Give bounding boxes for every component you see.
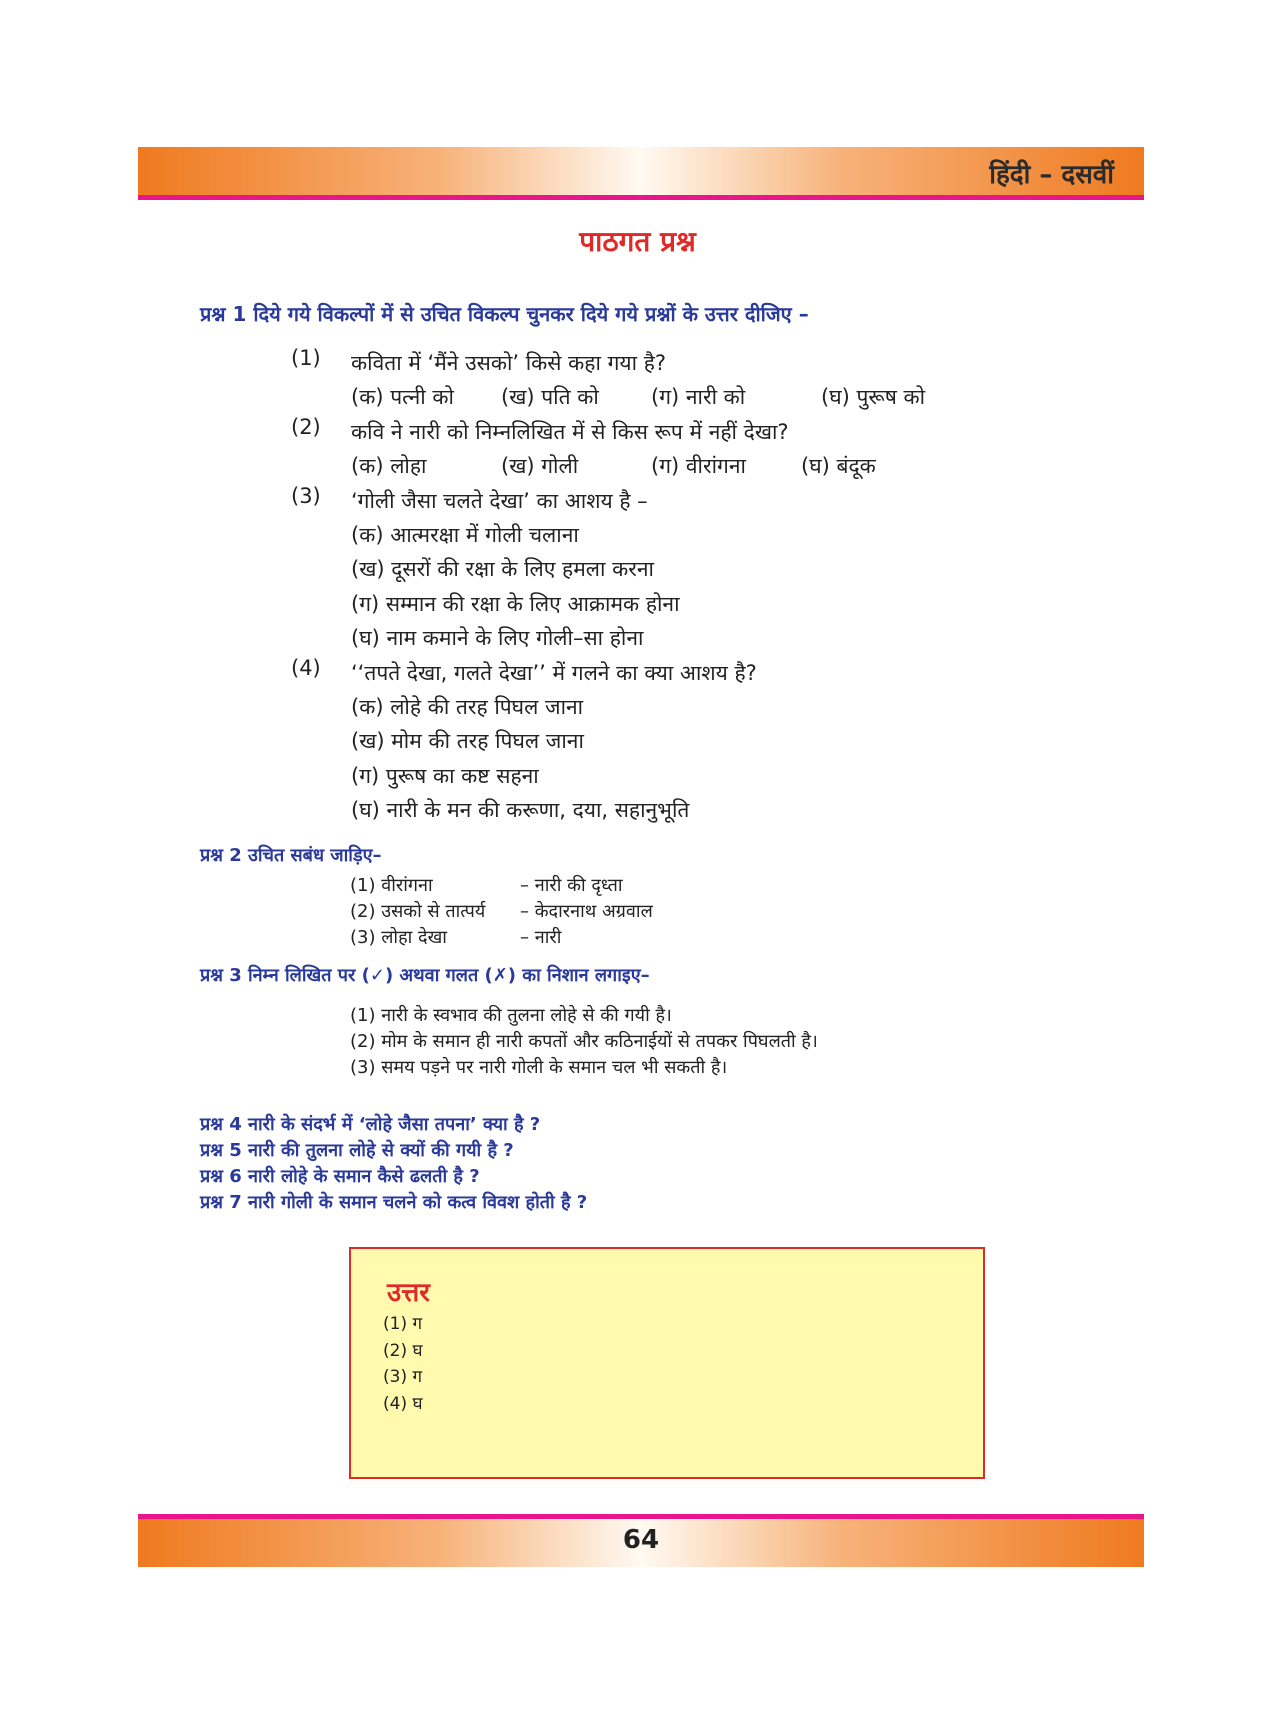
question-2-title: प्रश्न 2 उचित सबंध जाड़िए– [200, 845, 382, 866]
mcq-question: ‘गोली जैसा चलते देखा’ का आशय है – [351, 488, 648, 513]
short-question: प्रश्न 6 नारी लोहे के समान कैसे ढलती है ? [200, 1166, 480, 1187]
mcq-options [351, 380, 1091, 414]
match-row [350, 899, 653, 925]
question-3-title: प्रश्न 3 निम्न लिखित पर (✓) अथवा गलत (✗) का निशान लगाइए– [200, 965, 650, 986]
mcq-option: (ग) वीरांगना [651, 454, 746, 479]
answer-item: (3) ग [383, 1367, 423, 1387]
mcq-item [291, 656, 1091, 828]
mcq-option: (घ) नारी के मन की करूणा, दया, सहानुभूति [351, 798, 690, 823]
match-left: (2) उसको से तात्पर्य [350, 901, 486, 922]
short-questions [200, 1112, 587, 1216]
mcq-option: (ग) पुरूष का कष्ट सहना [351, 763, 539, 788]
tf-statement: (2) मोम के समान ही नारी कपतों और कठिनाईयों से तपकर पिघलती है। [350, 1031, 818, 1052]
question-1-title: प्रश्न 1 दिये गये विकल्पों में से उचित विकल्प चुनकर दिये गये प्रश्नों के उत्तर दीजिए – [200, 302, 809, 326]
answer-item: (2) घ [383, 1340, 423, 1361]
match-right: – नारी [520, 927, 562, 948]
short-question: प्रश्न 4 नारी के संदर्भ में ‘लोहे जैसा तपना’ क्या है ? [200, 1114, 541, 1135]
match-row [350, 873, 653, 899]
mcq-question: कवि ने नारी को निम्नलिखित में से किस रूप में नहीं देखा? [351, 419, 789, 444]
mcq-item [291, 415, 1091, 484]
mcq-item [291, 484, 1091, 656]
match-row [350, 925, 653, 951]
section-title: पाठगत प्रश्न [579, 225, 696, 258]
mcq-option: (ख) गोली [501, 454, 579, 479]
true-false-list [350, 1003, 818, 1081]
answer-title: उत्तर [387, 1278, 430, 1308]
page-number: 64 [622, 1525, 660, 1555]
answer-box [349, 1247, 985, 1479]
mcq-list [291, 346, 1091, 827]
mcq-number: (2) [291, 414, 321, 439]
match-list [350, 873, 653, 951]
mcq-option: (क) आत्मरक्षा में गोली चलाना [351, 522, 579, 547]
mcq-option: (क) लोहे की तरह पिघल जाना [351, 694, 584, 719]
mcq-number: (4) [291, 655, 321, 680]
book-title: हिंदी – दसवीं [989, 160, 1114, 190]
tf-statement: (3) समय पड़ने पर नारी गोली के समान चल भी सकती है। [350, 1057, 728, 1078]
mcq-option: (ख) दूसरों की रक्षा के लिए हमला करना [351, 557, 654, 582]
mcq-option: (क) लोहा [351, 454, 427, 479]
mcq-option: (ग) नारी को [651, 385, 746, 410]
match-left: (3) लोहा देखा [350, 927, 447, 948]
mcq-option: (घ) पुरूष को [821, 385, 926, 410]
mcq-options [351, 449, 1091, 483]
mcq-number: (1) [291, 346, 321, 370]
tf-statement: (1) नारी के स्वभाव की तुलना लोहे से की गयी है। [350, 1005, 672, 1026]
mcq-option: (ग) सम्मान की रक्षा के लिए आक्रामक होना [351, 591, 680, 616]
mcq-item [291, 346, 1091, 415]
mcq-option: (क) पत्नी को [351, 385, 454, 410]
match-right: – नारी की दृध्ता [520, 875, 623, 896]
mcq-question: ‘‘तपते देखा, गलते देखा’’ में गलने का क्या आशय है? [351, 660, 757, 685]
header-band [138, 147, 1144, 200]
match-left: (1) वीरांगना [350, 875, 433, 896]
short-question: प्रश्न 7 नारी गोली के समान चलने को कत्व विवश होती है ? [200, 1192, 588, 1213]
mcq-option: (ख) पति को [501, 385, 599, 410]
answer-list [383, 1311, 423, 1417]
mcq-option: (ख) मोम की तरह पिघल जाना [351, 729, 584, 754]
answer-item: (1) ग [383, 1314, 423, 1334]
match-right: – केदारनाथ अग्रवाल [520, 901, 653, 922]
short-question: प्रश्न 5 नारी की तुलना लोहे से क्यों की गयी है ? [200, 1140, 514, 1161]
footer-band [138, 1514, 1144, 1567]
mcq-question: कविता में ‘मैंने उसको’ किसे कहा गया है? [351, 351, 666, 375]
mcq-number: (3) [291, 483, 321, 508]
mcq-option: (घ) नाम कमाने के लिए गोली–सा होना [351, 626, 644, 651]
answer-item: (4) घ [383, 1393, 423, 1414]
mcq-option: (घ) बंदूक [801, 454, 876, 479]
